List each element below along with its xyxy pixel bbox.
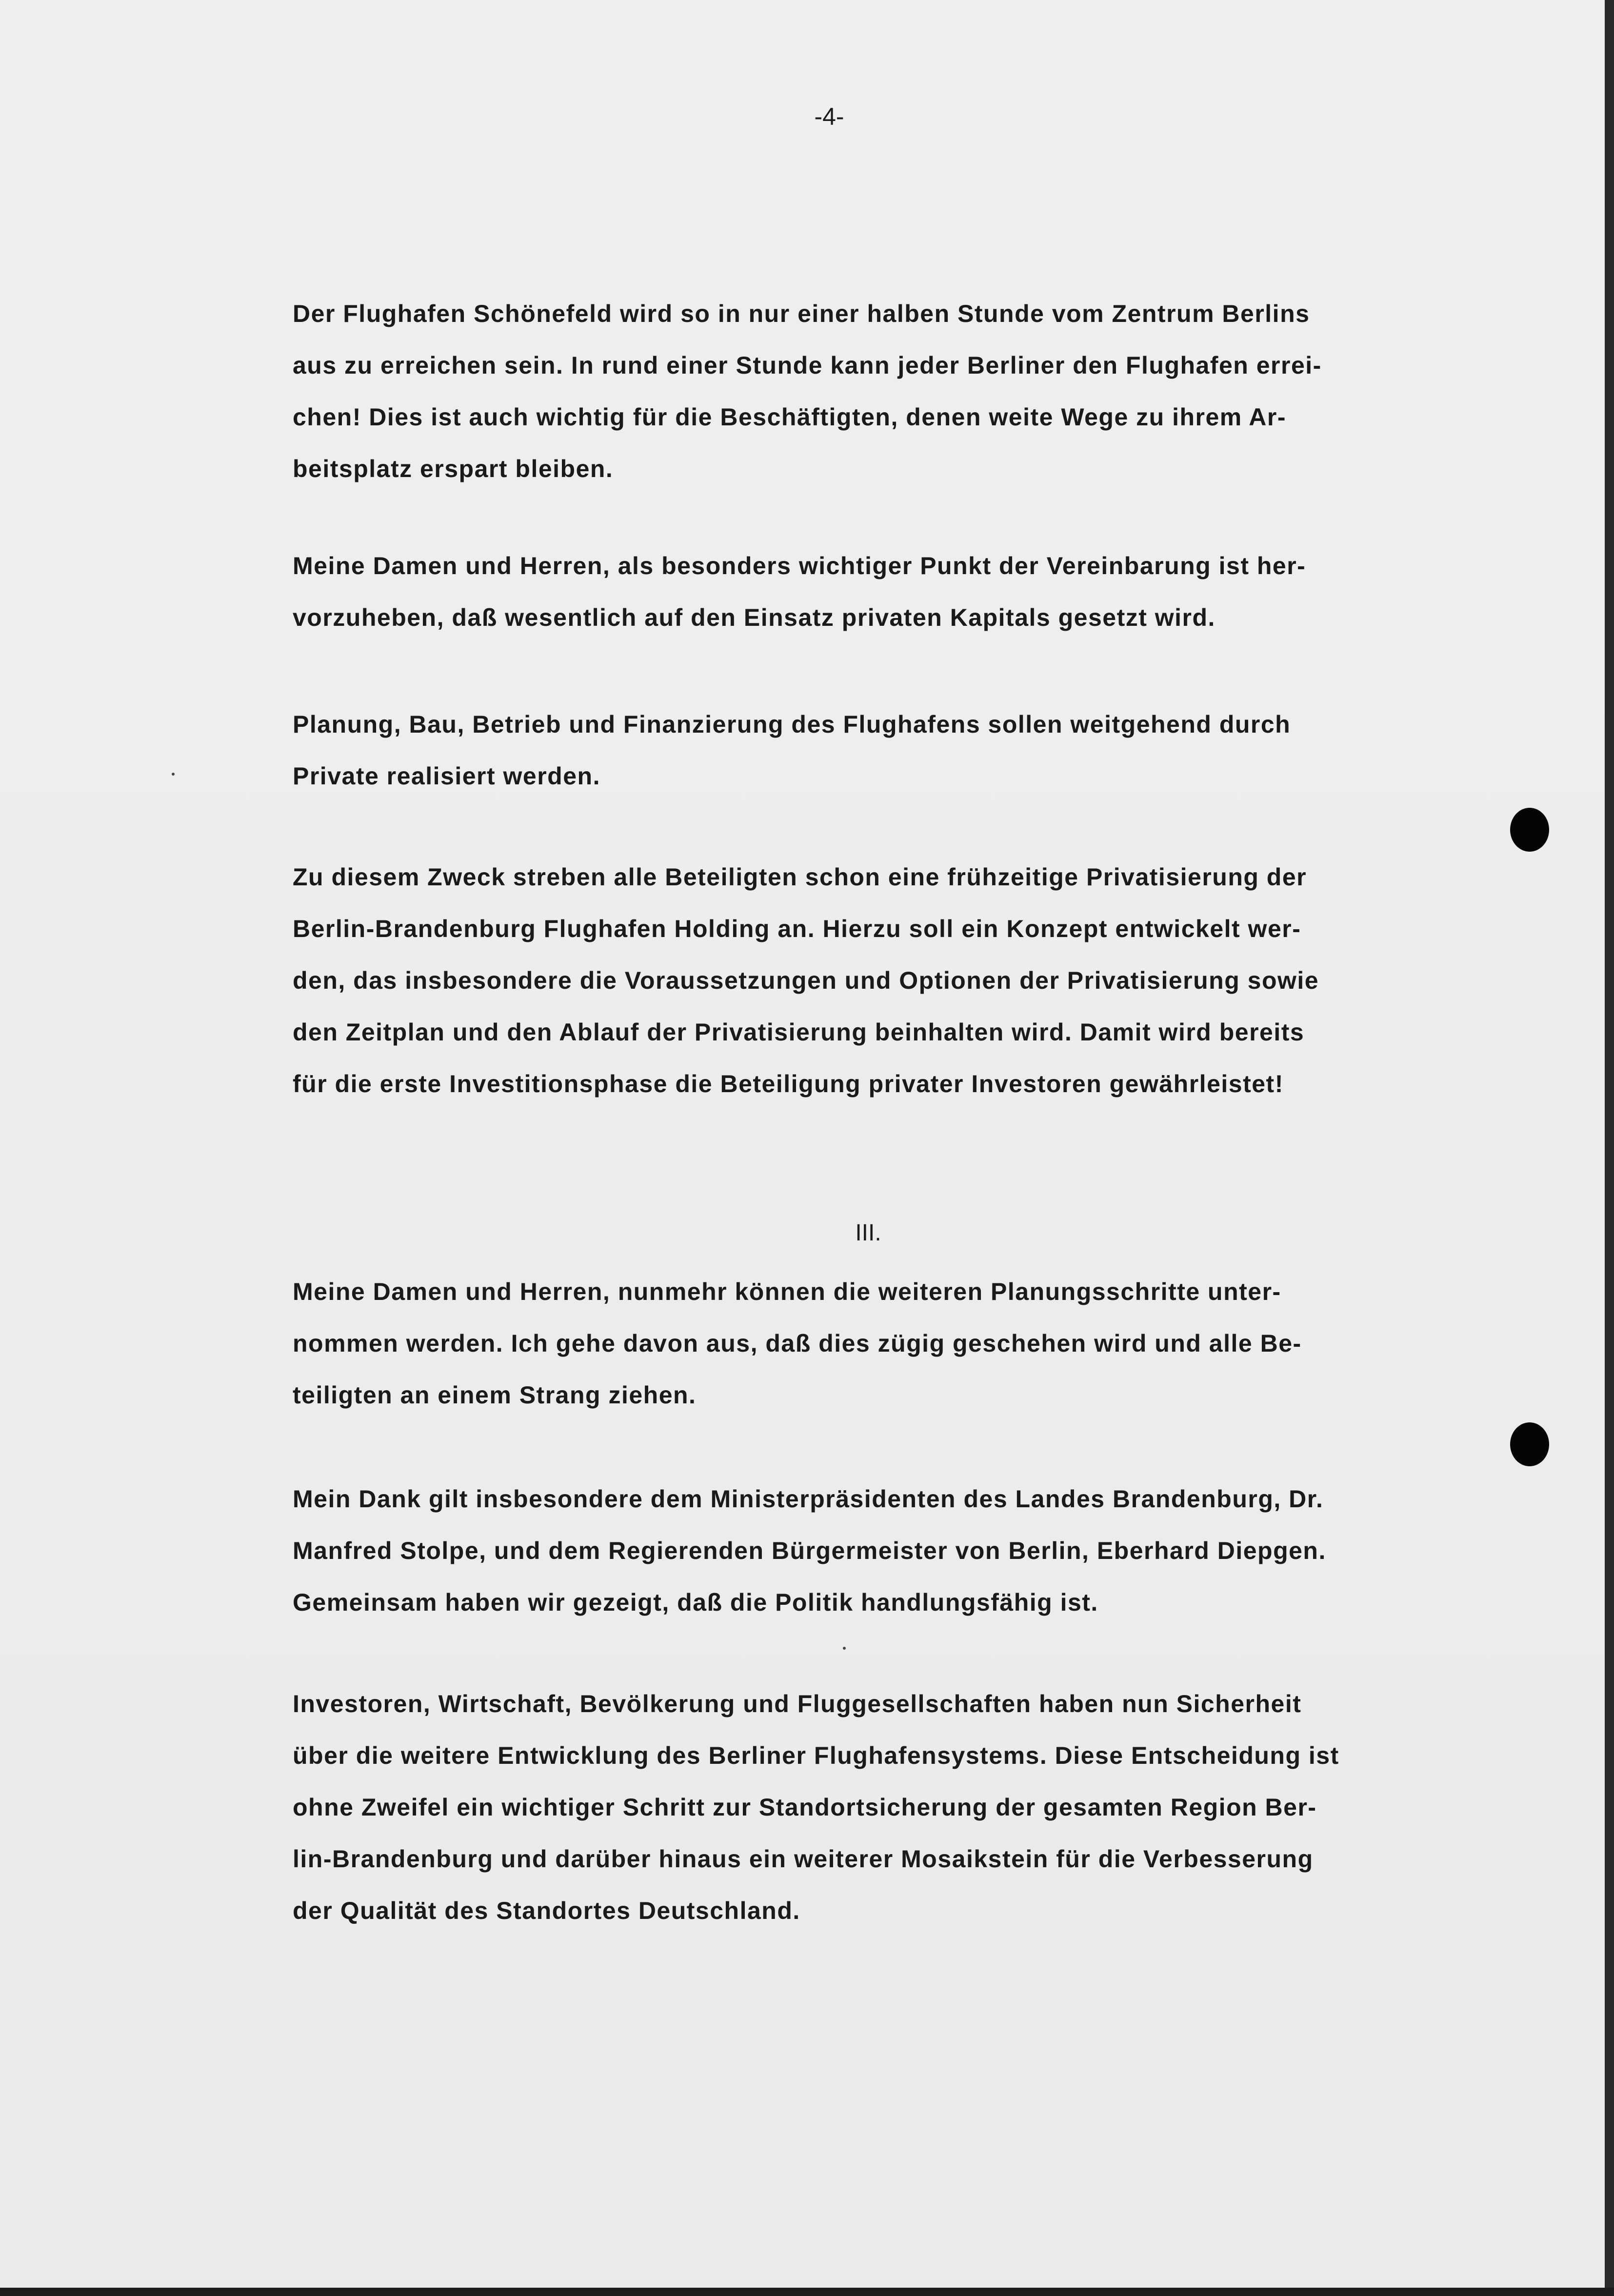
text-line: lin-Brandenburg und darüber hinaus ein weiterer Mosaikstein für die Verbesserung <box>293 1845 1314 1873</box>
scan-edge-right <box>1605 0 1614 2296</box>
text-line: Planung, Bau, Betrieb und Finanzierung des Flughafens sollen weitgehend durch <box>293 711 1291 738</box>
text-line: für die erste Investitionsphase die Beteiligung privater Investoren gewährleistet! <box>293 1070 1284 1098</box>
text-line: nommen werden. Ich gehe davon aus, daß dies zügig geschehen wird und alle Be- <box>293 1330 1302 1357</box>
text-line: den, das insbesondere die Voraussetzungen und Optionen der Privatisierung sowie <box>293 967 1319 994</box>
text-line: teiligten an einem Strang ziehen. <box>293 1381 697 1409</box>
text-line: der Qualität des Standortes Deutschland. <box>293 1897 800 1924</box>
text-line: Private realisiert werden. <box>293 762 600 790</box>
section-number: III. <box>855 1220 881 1246</box>
text-line: ohne Zweifel ein wichtiger Schritt zur Standortsicherung der gesamten Region Ber- <box>293 1794 1317 1821</box>
text-line: Meine Damen und Herren, nunmehr können die weiteren Planungsschritte unter- <box>293 1278 1281 1305</box>
paragraph-2 <box>293 540 1454 643</box>
text-line: Berlin-Brandenburg Flughafen Holding an. Hierzu soll ein Konzept entwickelt wer- <box>293 915 1301 942</box>
punch-hole-bottom <box>1510 1422 1549 1466</box>
text-line: Investoren, Wirtschaft, Bevölkerung und Fluggesellschaften haben nun Sicherheit <box>293 1690 1302 1717</box>
paragraph-5 <box>293 1266 1454 1421</box>
text-line: Meine Damen und Herren, als besonders wichtiger Punkt der Vereinbarung ist her- <box>293 552 1306 579</box>
punch-hole-top <box>1510 808 1549 852</box>
text-line: Mein Dank gilt insbesondere dem Ministerpräsidenten des Landes Brandenburg, Dr. <box>293 1485 1324 1513</box>
text-line: über die weitere Entwicklung des Berliner Flughafensystems. Diese Entscheidung ist <box>293 1742 1339 1769</box>
paragraph-6 <box>293 1473 1454 1628</box>
scan-speck <box>172 773 175 776</box>
text-line: beitsplatz erspart bleiben. <box>293 455 614 482</box>
paragraph-1 <box>293 288 1454 495</box>
text-line: Zu diesem Zweck streben alle Beteiligten schon eine frühzeitige Privatisierung der <box>293 863 1307 891</box>
paragraph-4 <box>293 851 1454 1110</box>
scan-edge-bottom <box>0 2288 1614 2296</box>
text-line: den Zeitplan und den Ablauf der Privatisierung beinhalten wird. Damit wird bereits <box>293 1018 1305 1046</box>
paragraph-3 <box>293 699 1454 802</box>
text-line: chen! Dies ist auch wichtig für die Beschäftigten, denen weite Wege zu ihrem Ar- <box>293 403 1287 431</box>
text-line: vorzuheben, daß wesentlich auf den Einsatz privaten Kapitals gesetzt wird. <box>293 604 1215 631</box>
page-number: -4- <box>814 103 844 130</box>
text-line: Gemeinsam haben wir gezeigt, daß die Politik handlungsfähig ist. <box>293 1589 1098 1616</box>
text-line: Manfred Stolpe, und dem Regierenden Bürgermeister von Berlin, Eberhard Diepgen. <box>293 1537 1326 1564</box>
scan-speck <box>843 1647 846 1650</box>
text-line: aus zu erreichen sein. In rund einer Stunde kann jeder Berliner den Flughafen errei- <box>293 352 1322 379</box>
text-line: Der Flughafen Schönefeld wird so in nur einer halben Stunde vom Zentrum Berlins <box>293 300 1310 327</box>
paragraph-7 <box>293 1678 1454 1937</box>
